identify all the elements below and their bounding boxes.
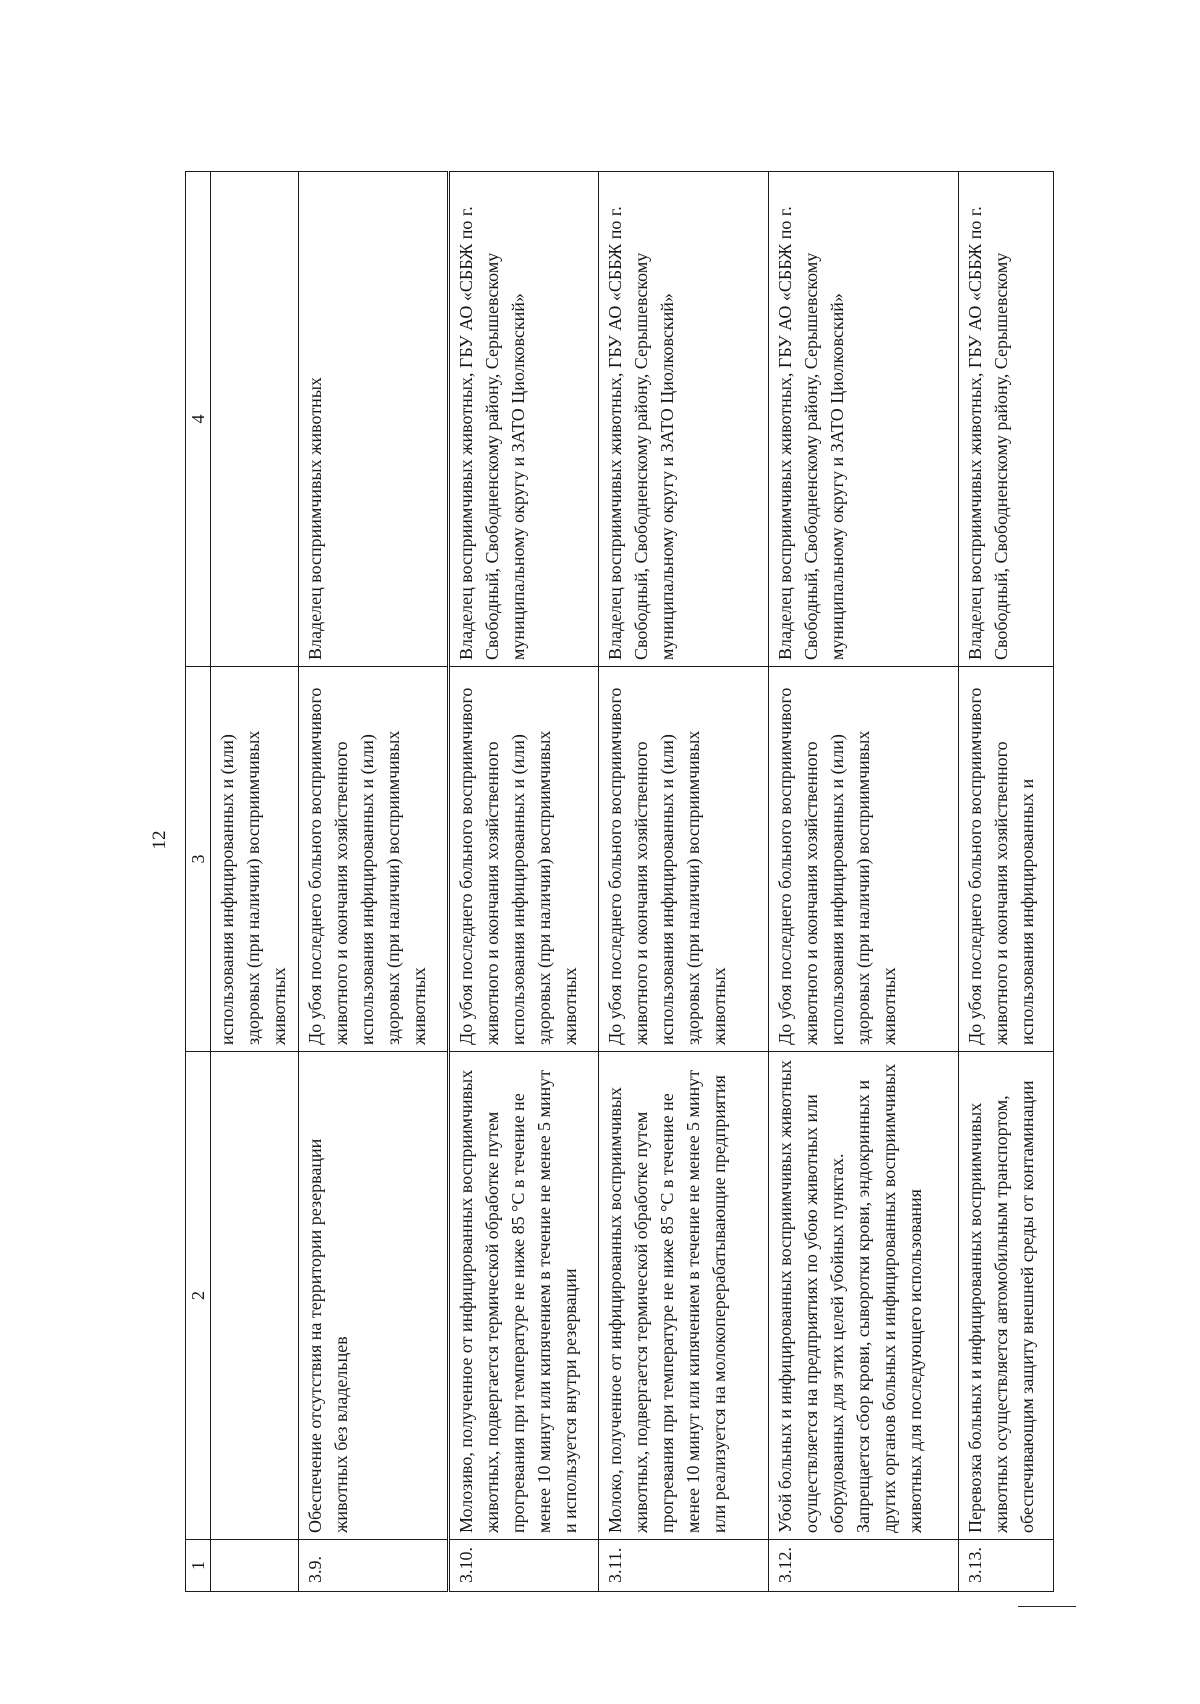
- row-responsible: [211, 172, 299, 667]
- table-row: [959, 172, 1054, 1592]
- row-number: 3.9.: [299, 1540, 449, 1592]
- row-deadline: До убоя последнего больного восприимчивого животного и окончания хозяйственного использования инфицированных и (или) здоровых (при наличии) восприимчивых животных: [449, 667, 599, 1052]
- table-row: [769, 172, 959, 1592]
- row-description: Обеспечение отсутствия на территории резервации животных без владельцев: [299, 1052, 449, 1540]
- row-number: 3.10.: [449, 1540, 599, 1592]
- table-header-row: [186, 172, 211, 1592]
- row-description: [211, 1052, 299, 1540]
- row-responsible: Владелец восприимчивых животных, ГБУ АО «СББЖ по г. Свободный, Свободненскому району, Серышевскому: [959, 172, 1054, 667]
- document-sheet: [185, 172, 1037, 1592]
- row-description: Убой больных и инфицированных восприимчивых животных осуществляется на предприятиях по убою животных или оборудованных для этих целей убойных пунктах. Запрещается сбор крови, сыворотки крови, эндокринных и других органов больных и инфицированных восприимчивых животных для последующего использования: [769, 1052, 959, 1540]
- row-number: [211, 1540, 299, 1592]
- header-col-1: 1: [186, 1540, 211, 1592]
- row-responsible: Владелец восприимчивых животных: [299, 172, 449, 667]
- table-row: [299, 172, 449, 1592]
- row-number: 3.13.: [959, 1540, 1054, 1592]
- row-number: 3.12.: [769, 1540, 959, 1592]
- row-deadline: До убоя последнего больного восприимчивого животного и окончания хозяйственного использования инфицированных и (или) здоровых (при наличии) восприимчивых животных: [769, 667, 959, 1052]
- header-col-3: 3: [186, 667, 211, 1052]
- measures-table: [185, 171, 1054, 1592]
- row-deadline: использования инфицированных и (или) здоровых (при наличии) восприимчивых животных: [211, 667, 299, 1052]
- page-number: 12: [149, 830, 170, 850]
- row-description: Молозиво, полученное от инфицированных восприимчивых животных, подвергается термической обработке путем прогревания при температуре не ниже 85 °С в течение не менее 10 минут или кипячением в течение не менее 5 минут и используется внутри резервации: [449, 1052, 599, 1540]
- row-deadline: До убоя последнего больного восприимчивого животного и окончания хозяйственного использования инфицированных и: [959, 667, 1054, 1052]
- header-col-4: 4: [186, 172, 211, 667]
- table-row: [599, 172, 769, 1592]
- header-col-2: 2: [186, 1052, 211, 1540]
- row-responsible: Владелец восприимчивых животных, ГБУ АО «СББЖ по г. Свободный, Свободненскому району, Серышевскому муниципальному округу и ЗАТО Циолковский»: [599, 172, 769, 667]
- row-description: Молоко, полученное от инфицированных восприимчивых животных, подвергается термической обработке путем прогревания при температуре не ниже 85 °С в течение не менее 10 минут или кипячением в течение не менее 5 минут или реализуется на молокоперерабатывающие предприятия: [599, 1052, 769, 1540]
- row-description: Перевозка больных и инфицированных восприимчивых животных осуществляется автомобильным транспортом, обеспечивающим защиту внешней среды от контаминации: [959, 1052, 1054, 1540]
- row-deadline: До убоя последнего больного восприимчивого животного и окончания хозяйственного использования инфицированных и (или) здоровых (при наличии) восприимчивых животных: [599, 667, 769, 1052]
- row-deadline: До убоя последнего больного восприимчивого животного и окончания хозяйственного использования инфицированных и (или) здоровых (при наличии) восприимчивых животных: [299, 667, 449, 1052]
- footer-rule: [1018, 1606, 1076, 1607]
- row-responsible: Владелец восприимчивых животных, ГБУ АО «СББЖ по г. Свободный, Свободненскому району, Серышевскому муниципальному округу и ЗАТО Циолковский»: [449, 172, 599, 667]
- row-number: 3.11.: [599, 1540, 769, 1592]
- table-row: [449, 172, 599, 1592]
- table-row: [211, 172, 299, 1592]
- row-responsible: Владелец восприимчивых животных, ГБУ АО «СББЖ по г. Свободный, Свободненскому району, Серышевскому муниципальному округу и ЗАТО Циолковский»: [769, 172, 959, 667]
